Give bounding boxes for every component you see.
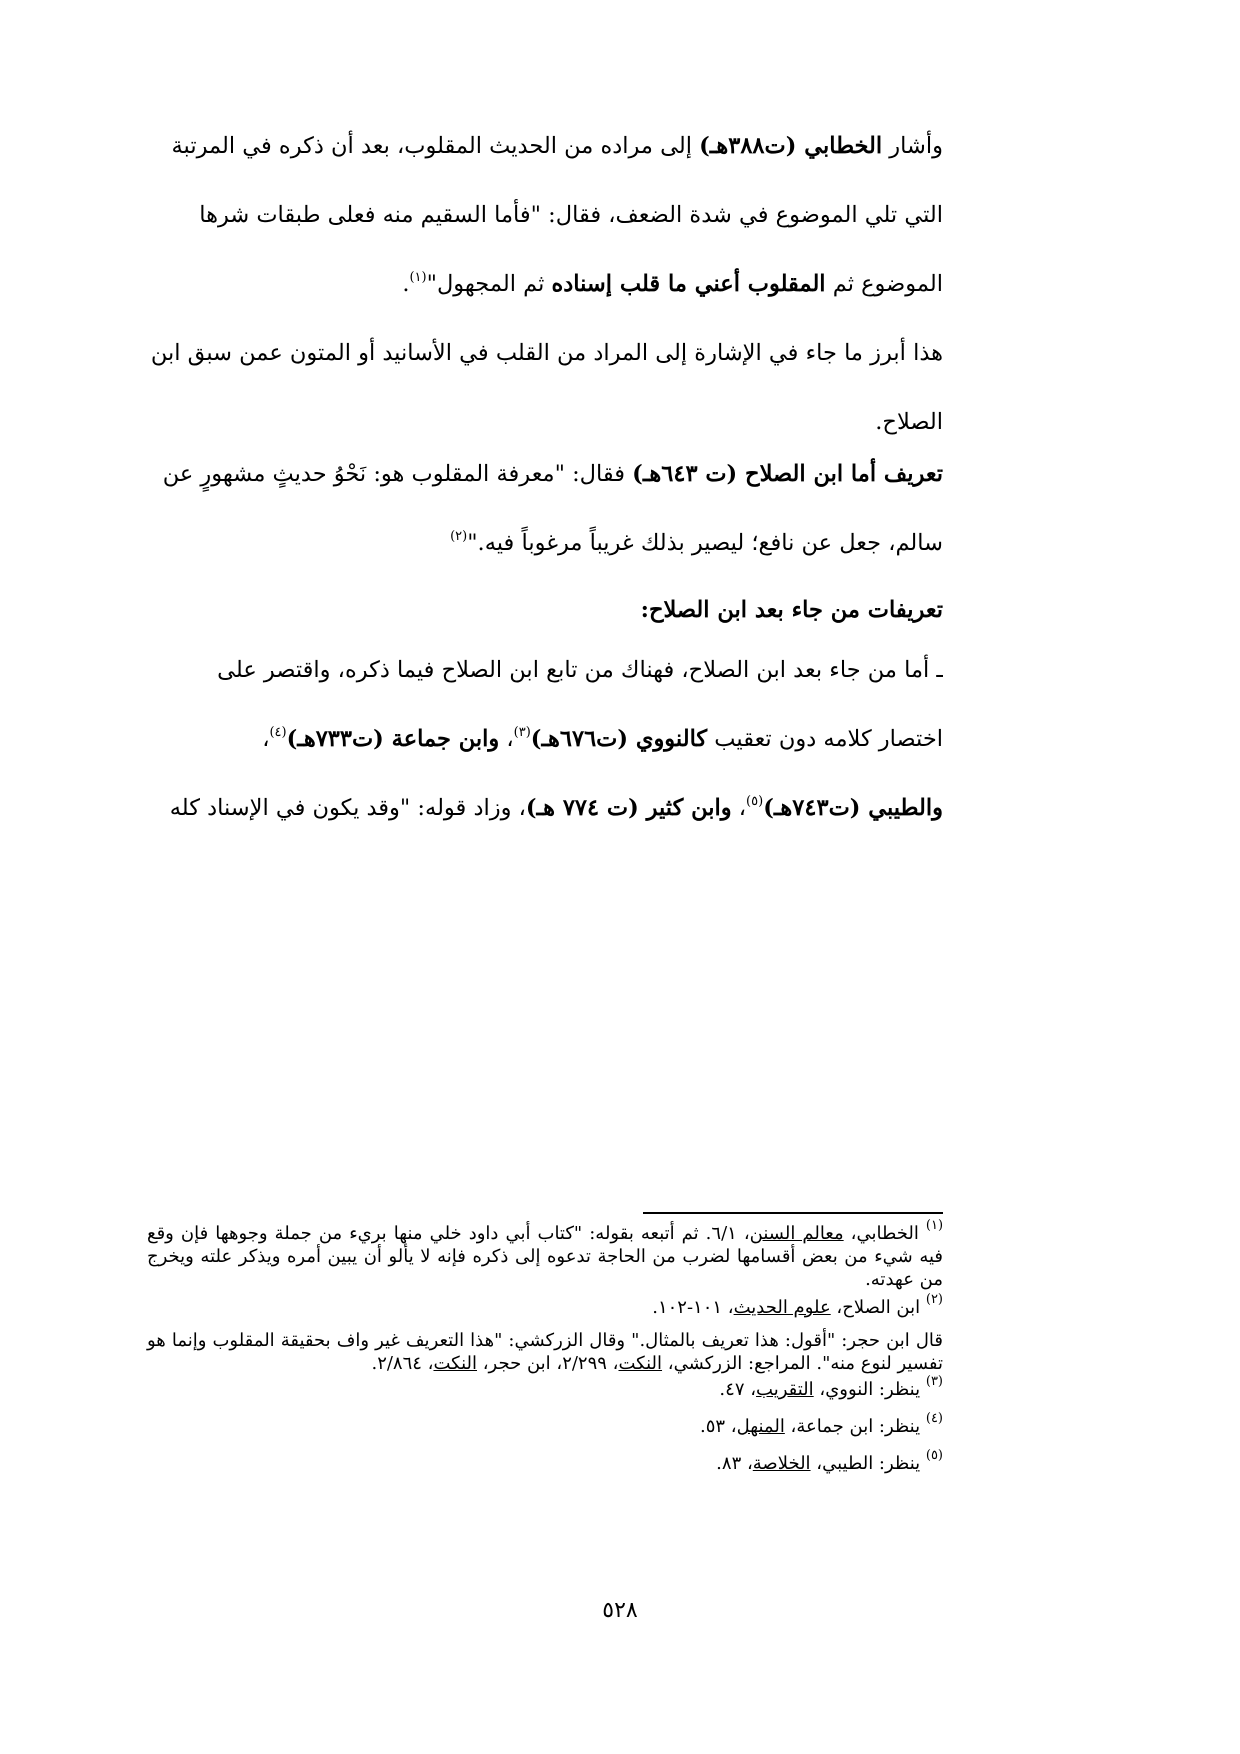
footnote-number-3: (٣): [925, 1374, 943, 1389]
paragraph-3-line-2: سالم، جعل عن نافع؛ ليصير بذلك غريباً مرغوباً فيه."$^{(٢)}$: [450, 529, 943, 556]
paragraph-2-line-1: هذا أبرز ما جاء في الإشارة إلى المراد من القلب في الأسانيد أو المتون عمن سبق ابن: [150, 340, 943, 366]
footnote-ref-1[interactable]: (١): [409, 270, 427, 285]
footnote-ref-4[interactable]: (٤): [269, 725, 287, 740]
bold-term-ibn-kathir: وابن كثير (ت ٧٧٤ هـ): [525, 795, 732, 821]
footnote-ref-3[interactable]: (٣): [513, 725, 531, 740]
footnote-number-5: (٥): [925, 1448, 943, 1463]
footnote-ref-5[interactable]: (٥): [746, 794, 764, 809]
paragraph-2-line-2: الصلاح.: [875, 409, 943, 435]
paragraph-4-line-2: اختصار كلامه دون تعقيب كالنووي (ت٦٧٦هـ)$^{(٣)}$، وابن جماعة (ت٧٣٣هـ)$^{(٤)}$،: [262, 725, 943, 752]
bold-term-maqlub: المقلوب أعني ما قلب إسناده: [551, 271, 826, 297]
bold-term-khattabi: الخطابي (ت٣٨٨هـ): [699, 133, 883, 159]
book-title-manhal: المنهل: [736, 1416, 785, 1437]
footnote-3: $^{(٣)}$ ينظر: النووي، التقريب، ٤٧.: [719, 1374, 943, 1400]
bold-term-ibn-salah: تعريف أما ابن الصلاح (ت ٦٤٣هـ): [632, 461, 943, 487]
footnote-5: $^{(٥)}$ ينظر: الطيبي، الخلاصة، ٨٣.: [716, 1448, 943, 1474]
bold-term-ibn-jamaa: وابن جماعة (ت٧٣٣هـ): [286, 726, 500, 752]
bold-term-nawawi: كالنووي (ت٦٧٦هـ): [530, 726, 708, 752]
book-title-taqrib: التقريب: [756, 1379, 814, 1400]
paragraph-3-line-1: تعريف أما ابن الصلاح (ت ٦٤٣هـ) فقال: "معرفة المقلوب هو: نَحْوُ حديثٍ مشهورٍ عن: [162, 461, 943, 487]
footnote-2-note: قال ابن حجر: "أقول: هذا تعريف بالمثال." وقال الزركشي: "هذا التعريف غير واف بحقيقة المقلوب وإنما هو تفسير لنوع منه". المراجع: الزركشي، النكت، ٢/٢٩٩، ابن حجر، النكت، ٢/٨٦٤.: [147, 1330, 943, 1374]
footnote-2: $^{(٢)}$ ابن الصلاح، علوم الحديث، ١٠١-١٠٢.: [652, 1292, 943, 1318]
book-title-nukat-ibn-hajar: النكت: [433, 1353, 478, 1374]
footnote-4: $^{(٤)}$ ينظر: ابن جماعة، المنهل، ٥٣.: [699, 1411, 943, 1437]
footnote-number-4: (٤): [925, 1411, 943, 1426]
page-number: ٥٢٨: [602, 1598, 638, 1623]
paragraph-1-line-3: الموضوع ثم المقلوب أعني ما قلب إسناده ثم المجهول"$^{(١)}$.: [402, 270, 943, 297]
bold-term-tibi: والطيبي (ت٧٤٣هـ): [763, 795, 943, 821]
paragraph-1-line-1: وأشار الخطابي (ت٣٨٨هـ) إلى مراده من الحديث المقلوب، بعد أن ذكره في المرتبة: [171, 133, 943, 159]
footnote-number-1: (١): [925, 1218, 944, 1233]
paragraph-1-line-2: التي تلي الموضوع في شدة الضعف، فقال: "فأما السقيم منه فعلى طبقات شرها: [199, 202, 943, 228]
book-title-ulum-al-hadith: علوم الحديث: [733, 1297, 831, 1318]
book-title-nukat-zarkashi: النكت: [618, 1353, 663, 1374]
book-title-maalim-al-sunan: معالم السنن: [749, 1223, 844, 1244]
paragraph-4-line-3: والطيبي (ت٧٤٣هـ)$^{(٥)}$، وابن كثير (ت ٧٧٤ هـ)، وزاد قوله: "وقد يكون في الإسناد كله: [169, 794, 943, 821]
footnote-ref-2[interactable]: (٢): [450, 529, 468, 544]
footnote-separator: [643, 1212, 943, 1214]
section-heading: تعريفات من جاء بعد ابن الصلاح:: [640, 597, 943, 623]
paragraph-4-line-1: ـ أما من جاء بعد ابن الصلاح، فهناك من تابع ابن الصلاح فيما ذكره، واقتصر على: [217, 657, 943, 683]
footnote-number-2: (٢): [925, 1292, 943, 1307]
footnote-1: $^{(١)}$ الخطابي، معالم السنن، ٦/١. ثم أتبعه بقوله: "كتاب أبي داود خلي منها بريء من جملة وجوهها فإن وقع فيه شيء من بعض أقسامها لضرب من الحاجة تدعوه إلى ذكره فإنه لا يألو أن يبين أمره ويذكر علته ويخرج من عهدته.: [147, 1218, 944, 1290]
book-title-khulasa: الخلاصة: [752, 1453, 811, 1474]
